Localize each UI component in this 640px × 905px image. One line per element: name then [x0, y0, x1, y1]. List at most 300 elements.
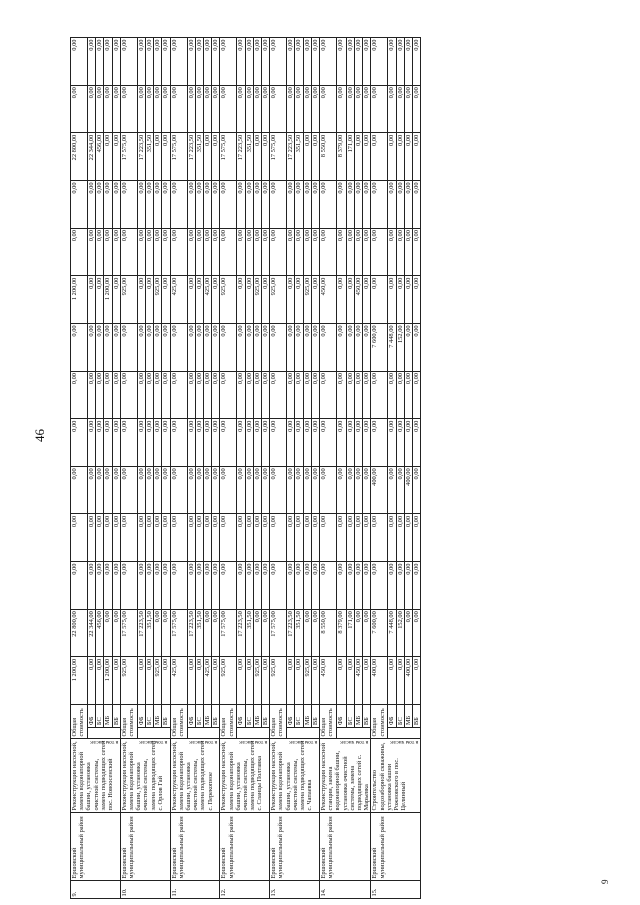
value-cell: 0,00 [396, 133, 404, 181]
value-cell: 0,00 [120, 38, 137, 86]
value-cell: 0,00 [220, 466, 237, 514]
value-cell: 0,00 [337, 323, 347, 371]
value-cell: 1 200,00 [71, 657, 88, 705]
funding-source: ВБ [162, 705, 170, 728]
value-cell: 0,00 [245, 514, 253, 562]
value-cell: 0,00 [295, 371, 303, 419]
value-cell: 0,00 [320, 85, 337, 133]
value-cell: 0,00 [71, 562, 88, 610]
value-cell: 0,00 [270, 562, 287, 610]
value-cell: 0,00 [212, 609, 220, 657]
value-cell: 0,00 [146, 228, 154, 276]
value-cell: 0,00 [311, 657, 319, 705]
value-cell: 0,00 [112, 657, 120, 705]
value-cell: 0,00 [162, 85, 170, 133]
value-cell: 0,00 [195, 562, 203, 610]
district-cell: Ершовский муниципальный район [270, 813, 320, 881]
value-cell: 0,00 [112, 38, 120, 86]
value-cell: 0,00 [162, 133, 170, 181]
value-cell: 0,00 [404, 85, 412, 133]
value-cell: 0,00 [320, 562, 337, 610]
value-cell: 1 200,00 [71, 276, 88, 324]
value-cell: 0,00 [154, 180, 162, 228]
value-cell: 0,00 [311, 228, 319, 276]
value-cell: 0,00 [195, 514, 203, 562]
value-cell: 0,00 [253, 371, 261, 419]
value-cell: 0,00 [137, 38, 145, 86]
value-cell: 351,50 [195, 609, 203, 657]
value-cell: 0,00 [237, 85, 245, 133]
value-cell: 0,00 [287, 371, 295, 419]
value-cell: 0,00 [237, 657, 245, 705]
value-cell: 0,00 [396, 562, 404, 610]
value-cell: 0,00 [311, 38, 319, 86]
value-cell: 0,00 [212, 276, 220, 324]
value-cell: 0,00 [371, 276, 388, 324]
value-cell: 0,00 [287, 466, 295, 514]
value-cell: 425,00 [170, 657, 187, 705]
value-cell: 0,00 [337, 562, 347, 610]
value-cell: 0,00 [237, 419, 245, 467]
value-cell: 0,00 [112, 133, 120, 181]
value-cell: 0,00 [170, 85, 187, 133]
value-cell: 0,00 [311, 371, 319, 419]
value-cell: 0,00 [262, 466, 270, 514]
value-cell: 0,00 [96, 323, 104, 371]
value-cell: 0,00 [396, 657, 404, 705]
value-cell: 0,00 [388, 514, 396, 562]
value-cell: 400,00 [371, 466, 388, 514]
value-cell: 0,00 [270, 371, 287, 419]
value-cell: 17 575,00 [170, 609, 187, 657]
district-cell: Ершовский муниципальный район [71, 813, 121, 881]
value-cell: 0,00 [363, 371, 371, 419]
value-cell: 0,00 [146, 276, 154, 324]
value-cell: 0,00 [363, 562, 371, 610]
district-cell: Ершовский муниципальный район [120, 813, 170, 881]
value-cell: 17 575,00 [220, 609, 237, 657]
value-cell: 450,00 [320, 276, 337, 324]
value-cell: 0,00 [212, 466, 220, 514]
value-cell: 456,00 [96, 133, 104, 181]
value-cell: 0,00 [137, 562, 145, 610]
value-cell: 0,00 [311, 466, 319, 514]
value-cell: 0,00 [245, 419, 253, 467]
value-cell: 0,00 [355, 562, 363, 610]
value-cell: 0,00 [413, 419, 421, 467]
value-cell: 0,00 [363, 228, 371, 276]
value-cell: 0,00 [120, 228, 137, 276]
value-cell: 0,00 [120, 323, 137, 371]
value-cell: 22 800,00 [71, 133, 88, 181]
value-cell: 0,00 [287, 562, 295, 610]
value-cell: 0,00 [371, 38, 388, 86]
value-cell: 0,00 [287, 228, 295, 276]
value-cell: 0,00 [337, 85, 347, 133]
value-cell: 0,00 [287, 180, 295, 228]
value-cell: 0,00 [396, 514, 404, 562]
value-cell: 0,00 [137, 276, 145, 324]
funding-source: МБ [303, 705, 311, 728]
value-cell: 8 379,00 [337, 133, 347, 181]
value-cell: 0,00 [303, 323, 311, 371]
value-cell: 0,00 [187, 657, 195, 705]
value-cell: 0,00 [303, 419, 311, 467]
value-cell: 0,00 [154, 228, 162, 276]
value-cell: 925,00 [220, 657, 237, 705]
value-cell: 0,00 [120, 514, 137, 562]
project-name-cell: Реконструкция насосной, замена водонапорной башни, установка очистной системы, замена подводящих сетей с. Орлов Гай [120, 739, 170, 813]
value-cell: 17 223,50 [237, 133, 245, 181]
value-cell: 0,00 [295, 466, 303, 514]
project-name-cell: Реконструкция насосной, замена водонапорной башни, установка очистной системы, замена подводящих сетей с. Перекопное [170, 739, 220, 813]
value-cell: 0,00 [170, 514, 187, 562]
value-cell: 17 223,50 [187, 133, 195, 181]
value-cell: 0,00 [162, 562, 170, 610]
district-cell: Ершовский муниципальный район [220, 813, 270, 881]
value-cell: 925,00 [220, 276, 237, 324]
value-cell: 0,00 [154, 85, 162, 133]
value-cell: 351,50 [245, 609, 253, 657]
value-cell: 0,00 [146, 38, 154, 86]
value-cell: 351,50 [195, 133, 203, 181]
value-cell: 0,00 [212, 38, 220, 86]
value-cell: 0,00 [104, 133, 112, 181]
value-cell: 0,00 [270, 180, 287, 228]
financing-table-body [71, 38, 421, 899]
value-cell: 0,00 [88, 657, 96, 705]
project-name-cell: Реконструкция насосной, замена водонапорной башни, установка очистной системы, замена подводящих сетей с. Сланцы Полтавка [220, 739, 270, 813]
in-total-cell [388, 727, 421, 746]
value-cell: 17 223,50 [237, 609, 245, 657]
value-cell: 0,00 [104, 514, 112, 562]
funding-source: БС [195, 705, 203, 728]
value-cell: 0,00 [262, 38, 270, 86]
value-cell: 400,00 [404, 466, 412, 514]
value-cell: 0,00 [96, 38, 104, 86]
value-cell: 0,00 [270, 323, 287, 371]
value-cell: 0,00 [337, 276, 347, 324]
rotated-table-wrapper [70, 37, 578, 899]
value-cell: 0,00 [154, 133, 162, 181]
value-cell: 0,00 [311, 562, 319, 610]
value-cell: 0,00 [346, 228, 354, 276]
funding-source: ФБ [388, 705, 396, 728]
value-cell: 0,00 [346, 180, 354, 228]
value-cell: 0,00 [104, 228, 112, 276]
value-cell: 0,00 [311, 419, 319, 467]
value-cell: 0,00 [295, 657, 303, 705]
value-cell: 22 344,00 [88, 609, 96, 657]
in-total-cell [88, 727, 121, 746]
value-cell: 0,00 [170, 38, 187, 86]
value-cell: 0,00 [71, 323, 88, 371]
value-cell: 0,00 [162, 38, 170, 86]
value-cell: 0,00 [413, 514, 421, 562]
value-cell: 0,00 [355, 371, 363, 419]
funding-source: МБ [204, 705, 212, 728]
value-cell: 925,00 [253, 276, 261, 324]
value-cell: 0,00 [187, 85, 195, 133]
funding-source: ВБ [413, 705, 421, 728]
value-cell: 0,00 [287, 85, 295, 133]
value-cell: 0,00 [396, 85, 404, 133]
total-cost-label: Общая стоимость [120, 705, 137, 739]
funding-source: МБ [104, 705, 112, 728]
value-cell: 0,00 [137, 85, 145, 133]
table-row [220, 38, 237, 899]
value-cell: 0,00 [346, 657, 354, 705]
value-cell: 0,00 [262, 609, 270, 657]
value-cell: 0,00 [104, 419, 112, 467]
value-cell: 0,00 [413, 466, 421, 514]
value-cell: 0,00 [320, 466, 337, 514]
value-cell: 0,00 [337, 180, 347, 228]
value-cell: 0,00 [262, 371, 270, 419]
value-cell: 0,00 [154, 514, 162, 562]
value-cell: 0,00 [311, 85, 319, 133]
value-cell: 0,00 [287, 419, 295, 467]
in-total-label: в том числе: [188, 739, 218, 746]
value-cell: 0,00 [295, 323, 303, 371]
value-cell: 0,00 [388, 228, 396, 276]
funding-source: ВБ [212, 705, 220, 728]
value-cell: 0,00 [137, 419, 145, 467]
value-cell: 0,00 [146, 323, 154, 371]
value-cell: 0,00 [295, 562, 303, 610]
value-cell: 0,00 [195, 371, 203, 419]
value-cell: 0,00 [388, 133, 396, 181]
value-cell: 0,00 [220, 562, 237, 610]
value-cell: 0,00 [371, 85, 388, 133]
value-cell: 0,00 [363, 609, 371, 657]
total-cost-label: Общая стоимость [71, 705, 88, 739]
value-cell: 0,00 [355, 323, 363, 371]
value-cell: 0,00 [311, 323, 319, 371]
value-cell: 0,00 [146, 371, 154, 419]
value-cell: 0,00 [195, 38, 203, 86]
value-cell: 0,00 [253, 562, 261, 610]
value-cell: 0,00 [287, 323, 295, 371]
value-cell: 0,00 [270, 85, 287, 133]
in-total-cell [187, 727, 220, 746]
in-total-label: в том числе: [339, 739, 369, 746]
value-cell: 0,00 [303, 371, 311, 419]
total-cost-label: Общая стоимость [371, 705, 388, 739]
table-row [120, 38, 137, 899]
funding-source: БС [146, 705, 154, 728]
value-cell: 0,00 [195, 419, 203, 467]
value-cell: 0,00 [120, 419, 137, 467]
value-cell: 0,00 [104, 85, 112, 133]
value-cell: 0,00 [413, 133, 421, 181]
value-cell: 17 223,50 [137, 133, 145, 181]
page-number: 46 [32, 429, 47, 442]
funding-source: МБ [253, 705, 261, 728]
value-cell: 0,00 [154, 562, 162, 610]
value-cell: 0,00 [162, 180, 170, 228]
value-cell: 0,00 [245, 276, 253, 324]
value-cell: 0,00 [96, 562, 104, 610]
value-cell: 450,00 [355, 657, 363, 705]
value-cell: 0,00 [253, 133, 261, 181]
value-cell: 171,00 [346, 609, 354, 657]
value-cell: 0,00 [287, 657, 295, 705]
value-cell: 0,00 [220, 323, 237, 371]
row-number: 15. [371, 881, 421, 899]
funding-source: ФБ [337, 705, 347, 728]
value-cell: 0,00 [162, 419, 170, 467]
value-cell: 0,00 [212, 228, 220, 276]
value-cell: 0,00 [355, 419, 363, 467]
value-cell: 0,00 [96, 180, 104, 228]
value-cell: 925,00 [270, 276, 287, 324]
value-cell: 0,00 [104, 38, 112, 86]
value-cell: 0,00 [162, 276, 170, 324]
value-cell: 0,00 [212, 85, 220, 133]
value-cell: 0,00 [295, 180, 303, 228]
value-cell: 0,00 [355, 228, 363, 276]
value-cell: 0,00 [363, 419, 371, 467]
project-name-cell: Реконструкция насосной станции, замена водонапорной башни, установка очистной системы, замена подводящих сетей с. Марьевка [320, 739, 371, 813]
value-cell: 0,00 [245, 85, 253, 133]
value-cell: 0,00 [371, 419, 388, 467]
value-cell: 0,00 [388, 276, 396, 324]
value-cell: 0,00 [112, 85, 120, 133]
value-cell: 0,00 [170, 323, 187, 371]
value-cell: 0,00 [146, 562, 154, 610]
value-cell: 0,00 [320, 228, 337, 276]
value-cell: 0,00 [303, 180, 311, 228]
value-cell: 17 575,00 [120, 133, 137, 181]
value-cell: 0,00 [154, 609, 162, 657]
value-cell: 0,00 [355, 466, 363, 514]
value-cell: 7 600,00 [371, 609, 388, 657]
value-cell: 0,00 [195, 85, 203, 133]
value-cell: 0,00 [96, 228, 104, 276]
value-cell: 0,00 [220, 228, 237, 276]
value-cell: 0,00 [96, 85, 104, 133]
value-cell: 0,00 [396, 419, 404, 467]
value-cell: 351,50 [295, 609, 303, 657]
project-name-cell: Реконструкция насосной, замена водонапорной башни, установка очистной системы, замена подводящих сетей с. Чапаевка [270, 739, 320, 813]
value-cell: 0,00 [270, 38, 287, 86]
value-cell: 0,00 [71, 466, 88, 514]
value-cell: 0,00 [363, 514, 371, 562]
value-cell: 456,00 [96, 609, 104, 657]
total-cost-label: Общая стоимость [320, 705, 337, 739]
value-cell: 0,00 [195, 657, 203, 705]
value-cell: 0,00 [355, 514, 363, 562]
table-row [170, 38, 187, 899]
value-cell: 0,00 [120, 180, 137, 228]
value-cell: 0,00 [320, 38, 337, 86]
value-cell: 0,00 [220, 180, 237, 228]
value-cell: 400,00 [404, 657, 412, 705]
value-cell: 0,00 [170, 562, 187, 610]
funding-source: БС [245, 705, 253, 728]
value-cell: 0,00 [404, 228, 412, 276]
value-cell: 0,00 [237, 228, 245, 276]
value-cell: 0,00 [396, 466, 404, 514]
value-cell: 0,00 [212, 323, 220, 371]
value-cell: 0,00 [96, 657, 104, 705]
value-cell: 0,00 [71, 85, 88, 133]
value-cell: 0,00 [71, 38, 88, 86]
value-cell: 0,00 [388, 371, 396, 419]
value-cell: 0,00 [262, 562, 270, 610]
value-cell: 0,00 [204, 609, 212, 657]
value-cell: 0,00 [396, 38, 404, 86]
value-cell: 0,00 [137, 180, 145, 228]
value-cell: 0,00 [112, 180, 120, 228]
value-cell: 0,00 [346, 419, 354, 467]
value-cell: 0,00 [195, 466, 203, 514]
value-cell: 0,00 [413, 562, 421, 610]
value-cell: 925,00 [120, 657, 137, 705]
value-cell: 0,00 [363, 133, 371, 181]
financing-table [70, 37, 421, 899]
funding-source: ВБ [363, 705, 371, 728]
value-cell: 0,00 [237, 466, 245, 514]
value-cell: 0,00 [270, 419, 287, 467]
value-cell: 0,00 [303, 133, 311, 181]
value-cell: 0,00 [253, 323, 261, 371]
value-cell: 0,00 [120, 371, 137, 419]
table-row [71, 38, 88, 899]
funding-source: ВБ [262, 705, 270, 728]
value-cell: 152,00 [396, 609, 404, 657]
value-cell: 0,00 [237, 276, 245, 324]
value-cell: 0,00 [88, 323, 96, 371]
value-cell: 0,00 [413, 38, 421, 86]
value-cell: 0,00 [112, 323, 120, 371]
value-cell: 0,00 [303, 609, 311, 657]
value-cell: 0,00 [146, 85, 154, 133]
value-cell: 0,00 [220, 38, 237, 86]
value-cell: 0,00 [320, 371, 337, 419]
value-cell: 0,00 [88, 228, 96, 276]
value-cell: 0,00 [88, 514, 96, 562]
table-row [371, 38, 388, 899]
value-cell: 0,00 [204, 228, 212, 276]
value-cell: 925,00 [303, 276, 311, 324]
row-number: 14. [320, 881, 371, 899]
value-cell: 0,00 [187, 323, 195, 371]
value-cell: 0,00 [355, 609, 363, 657]
in-total-cell [287, 727, 320, 746]
value-cell: 0,00 [363, 85, 371, 133]
funding-source: БС [295, 705, 303, 728]
value-cell: 0,00 [371, 514, 388, 562]
value-cell: 0,00 [162, 609, 170, 657]
total-cost-label: Общая стоимость [220, 705, 237, 739]
value-cell: 0,00 [220, 419, 237, 467]
value-cell: 450,00 [355, 276, 363, 324]
value-cell: 0,00 [413, 228, 421, 276]
value-cell: 0,00 [104, 466, 112, 514]
value-cell: 0,00 [337, 228, 347, 276]
value-cell: 0,00 [404, 133, 412, 181]
value-cell: 0,00 [346, 323, 354, 371]
value-cell: 0,00 [245, 657, 253, 705]
in-total-label: в том числе: [288, 739, 318, 746]
value-cell: 0,00 [154, 38, 162, 86]
value-cell: 0,00 [413, 276, 421, 324]
funding-source: МБ [154, 705, 162, 728]
value-cell: 0,00 [262, 419, 270, 467]
value-cell: 0,00 [204, 323, 212, 371]
